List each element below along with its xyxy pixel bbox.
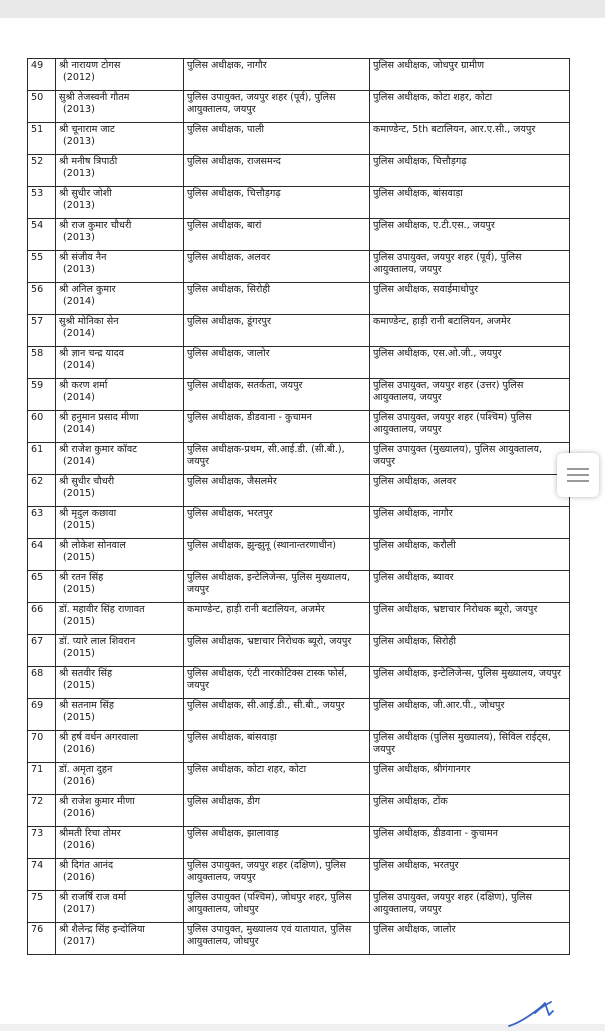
table-row <box>28 347 570 379</box>
officer-cell <box>56 891 184 923</box>
table-row <box>28 539 570 571</box>
batch-year: (2015) <box>63 551 95 563</box>
batch-year: (2013) <box>63 231 95 243</box>
new-posting-cell: पुलिस अधीक्षक, सवाईमाधोपुर <box>370 283 570 315</box>
officer-cell <box>56 827 184 859</box>
new-posting-cell: पुलिस अधीक्षक (पुलिस मुख्यालय), सिविल राईट्स, जयपुर <box>370 731 570 763</box>
table-row <box>28 411 570 443</box>
document-page <box>0 18 605 1024</box>
officer-cell <box>56 347 184 379</box>
current-posting-cell: पुलिस उपायुक्त, जयपुर शहर (पूर्व), पुलिस आयुक्तालय, जयपुर <box>184 91 370 123</box>
officer-name: श्री चूनाराम जाट <box>59 124 115 135</box>
new-posting-cell: पुलिस अधीक्षक, अलवर <box>370 475 570 507</box>
serial-number-cell: 73 <box>28 827 56 859</box>
officer-name: श्री शैलेन्द्र सिंह इन्दोलिया <box>59 924 145 935</box>
batch-year: (2015) <box>63 711 95 723</box>
batch-year: (2014) <box>63 391 95 403</box>
new-posting-cell: पुलिस अधीक्षक, भ्रष्टाचार निरोधक ब्यूरो, जयपुर <box>370 603 570 635</box>
batch-year: (2014) <box>63 295 95 307</box>
batch-year: (2015) <box>63 487 95 499</box>
batch-year: (2012) <box>63 71 95 83</box>
batch-year: (2017) <box>63 935 95 947</box>
serial-number-cell: 75 <box>28 891 56 923</box>
officer-cell <box>56 507 184 539</box>
new-posting-cell: पुलिस अधीक्षक, बांसवाड़ा <box>370 187 570 219</box>
serial-number-cell: 49 <box>28 59 56 91</box>
current-posting-cell: पुलिस अधीक्षक, कोटा शहर, कोटा <box>184 763 370 795</box>
new-posting-cell: पुलिस उपायुक्त, जयपुर शहर (पश्चिम) पुलिस आयुक्तालय, जयपुर <box>370 411 570 443</box>
current-posting-cell: पुलिस अधीक्षक, डीग <box>184 795 370 827</box>
batch-year: (2013) <box>63 167 95 179</box>
officer-name: श्री सुधीर चौधरी <box>59 476 115 487</box>
officer-name: श्री राजर्षि राज वर्मा <box>59 892 127 903</box>
batch-year: (2013) <box>63 199 95 211</box>
current-posting-cell: पुलिस अधीक्षक, बांसवाड़ा <box>184 731 370 763</box>
officer-name: श्री संजीव नैन <box>59 252 107 263</box>
table-row <box>28 571 570 603</box>
table-row <box>28 283 570 315</box>
officer-cell <box>56 923 184 955</box>
batch-year: (2014) <box>63 423 95 435</box>
table-row <box>28 667 570 699</box>
officer-name: श्री सतवीर सिंह <box>59 668 113 679</box>
batch-year: (2016) <box>63 775 95 787</box>
table-row <box>28 251 570 283</box>
new-posting-cell: पुलिस अधीक्षक, सिरोही <box>370 635 570 667</box>
serial-number-cell: 55 <box>28 251 56 283</box>
new-posting-cell: पुलिस उपायुक्त, जयपुर शहर (उत्तर) पुलिस आयुक्तालय, जयपुर <box>370 379 570 411</box>
serial-number-cell: 51 <box>28 123 56 155</box>
officer-cell <box>56 379 184 411</box>
new-posting-cell: पुलिस अधीक्षक, जोधपुर ग्रामीण <box>370 59 570 91</box>
new-posting-cell: पुलिस अधीक्षक, एस.ओ.जी., जयपुर <box>370 347 570 379</box>
table-row <box>28 123 570 155</box>
table-row <box>28 731 570 763</box>
batch-year: (2016) <box>63 871 95 883</box>
table-row <box>28 891 570 923</box>
current-posting-cell: पुलिस अधीक्षक, झुन्झुनू (स्थानान्तरणाधीन) <box>184 539 370 571</box>
officer-cell <box>56 91 184 123</box>
current-posting-cell: कमाण्डेन्ट, हाड़ी रानी बटालियन, अजमेर <box>184 603 370 635</box>
new-posting-cell: पुलिस अधीक्षक, नागौर <box>370 507 570 539</box>
serial-number-cell: 61 <box>28 443 56 475</box>
table-row <box>28 59 570 91</box>
batch-year: (2016) <box>63 743 95 755</box>
officer-cell <box>56 795 184 827</box>
table-row <box>28 475 570 507</box>
serial-number-cell: 57 <box>28 315 56 347</box>
officer-name: डॉ. महावीर सिंह राणावत <box>59 604 145 615</box>
current-posting-cell: पुलिस अधीक्षक, भ्रष्टाचार निरोधक ब्यूरो, जयपुर <box>184 635 370 667</box>
batch-year: (2013) <box>63 103 95 115</box>
table-row <box>28 187 570 219</box>
viewer-top-bar <box>0 0 605 18</box>
table-row <box>28 443 570 475</box>
serial-number-cell: 56 <box>28 283 56 315</box>
current-posting-cell: पुलिस उपायुक्त, जयपुर शहर (दक्षिण), पुलिस आयुक्तालय, जयपुर <box>184 859 370 891</box>
current-posting-cell: पुलिस अधीक्षक, डूंगरपुर <box>184 315 370 347</box>
serial-number-cell: 68 <box>28 667 56 699</box>
table-row <box>28 155 570 187</box>
batch-year: (2014) <box>63 327 95 339</box>
table-row <box>28 91 570 123</box>
batch-year: (2014) <box>63 455 95 467</box>
new-posting-cell: पुलिस उपायुक्त, जयपुर शहर (पूर्व), पुलिस आयुक्तालय, जयपुर <box>370 251 570 283</box>
officer-name: डॉ. प्यारे लाल शिवरान <box>59 636 136 647</box>
table-row <box>28 827 570 859</box>
officer-cell <box>56 859 184 891</box>
serial-number-cell: 54 <box>28 219 56 251</box>
signature <box>505 993 565 1031</box>
officer-cell <box>56 59 184 91</box>
current-posting-cell: पुलिस अधीक्षक, झालावाड़ <box>184 827 370 859</box>
table-row <box>28 923 570 955</box>
officer-name: श्री रतन सिंह <box>59 572 104 583</box>
serial-number-cell: 53 <box>28 187 56 219</box>
officer-name: श्री ज्ञान चन्द्र यादव <box>59 348 125 359</box>
officer-cell <box>56 635 184 667</box>
officer-name: श्री सुधीर जोशी <box>59 188 112 199</box>
new-posting-cell: पुलिस अधीक्षक, इन्टेलिजेन्स, पुलिस मुख्यालय, जयपुर <box>370 667 570 699</box>
serial-number-cell: 59 <box>28 379 56 411</box>
new-posting-cell: पुलिस अधीक्षक, ए.टी.एस., जयपुर <box>370 219 570 251</box>
officer-cell <box>56 219 184 251</box>
batch-year: (2015) <box>63 679 95 691</box>
current-posting-cell: पुलिस अधीक्षक, चित्तौड़गढ़ <box>184 187 370 219</box>
new-posting-cell: पुलिस अधीक्षक, टोंक <box>370 795 570 827</box>
table-row <box>28 315 570 347</box>
officer-cell <box>56 187 184 219</box>
officer-cell <box>56 411 184 443</box>
transfer-table <box>27 58 570 955</box>
batch-year: (2013) <box>63 263 95 275</box>
new-posting-cell: पुलिस अधीक्षक, भरतपुर <box>370 859 570 891</box>
officer-cell <box>56 475 184 507</box>
officer-name: श्री हर्ष वर्धन अगरवाला <box>59 732 139 743</box>
officer-name: सुश्री तेजस्वनी गौतम <box>59 92 130 103</box>
officer-cell <box>56 315 184 347</box>
current-posting-cell: पुलिस अधीक्षक, बारां <box>184 219 370 251</box>
scroll-handle[interactable] <box>557 453 599 497</box>
table-row <box>28 507 570 539</box>
table-row <box>28 603 570 635</box>
current-posting-cell: पुलिस अधीक्षक, सतर्कता, जयपुर <box>184 379 370 411</box>
batch-year: (2017) <box>63 903 95 915</box>
batch-year: (2016) <box>63 839 95 851</box>
current-posting-cell: पुलिस अधीक्षक, डीडवाना - कुचामन <box>184 411 370 443</box>
current-posting-cell: पुलिस अधीक्षक, सिरोही <box>184 283 370 315</box>
table-row <box>28 635 570 667</box>
officer-name: श्रीमती रिचा तोमर <box>59 828 121 839</box>
officer-cell <box>56 571 184 603</box>
batch-year: (2015) <box>63 647 95 659</box>
new-posting-cell: पुलिस अधीक्षक, श्रीगंगानगर <box>370 763 570 795</box>
new-posting-cell: पुलिस अधीक्षक, जी.आर.पी., जोधपुर <box>370 699 570 731</box>
new-posting-cell: पुलिस अधीक्षक, ब्यावर <box>370 571 570 603</box>
officer-name: श्री दिगंत आनंद <box>59 860 114 871</box>
serial-number-cell: 66 <box>28 603 56 635</box>
table-row <box>28 379 570 411</box>
current-posting-cell: पुलिस उपायुक्त, मुख्यालय एवं यातायात, पुलिस आयुक्तालय, जोधपुर <box>184 923 370 955</box>
new-posting-cell: पुलिस अधीक्षक, कोटा शहर, कोटा <box>370 91 570 123</box>
officer-name: श्री करण शर्मा <box>59 380 108 391</box>
new-posting-cell: कमाण्डेन्ट, हाड़ी रानी बटालियन, अजमेर <box>370 315 570 347</box>
current-posting-cell: पुलिस अधीक्षक, पाली <box>184 123 370 155</box>
table-row <box>28 699 570 731</box>
batch-year: (2015) <box>63 615 95 627</box>
officer-name: श्री सतनाम सिंह <box>59 700 114 711</box>
serial-number-cell: 65 <box>28 571 56 603</box>
officer-cell <box>56 763 184 795</box>
new-posting-cell: पुलिस उपायुक्त (मुख्यालय), पुलिस आयुक्तालय, जयपुर <box>370 443 570 475</box>
serial-number-cell: 69 <box>28 699 56 731</box>
officer-name: श्री राज कुमार चौधरी <box>59 220 132 231</box>
new-posting-cell: कमाण्डेन्ट, 5th बटालियन, आर.ए.सी., जयपुर <box>370 123 570 155</box>
new-posting-cell: पुलिस अधीक्षक, जालोर <box>370 923 570 955</box>
current-posting-cell: पुलिस अधीक्षक, भरतपुर <box>184 507 370 539</box>
batch-year: (2015) <box>63 583 95 595</box>
officer-name: सुश्री मोनिका सेन <box>59 316 119 327</box>
table-row <box>28 795 570 827</box>
current-posting-cell: पुलिस अधीक्षक, सी.आई.डी., सी.बी., जयपुर <box>184 699 370 731</box>
officer-name: श्री लोकेश सोनवाल <box>59 540 126 551</box>
officer-name: श्री मनीष त्रिपाठी <box>59 156 118 167</box>
officer-name: श्री राजेश कुमार कॉवट <box>59 444 138 455</box>
serial-number-cell: 74 <box>28 859 56 891</box>
new-posting-cell: पुलिस उपायुक्त, जयपुर शहर (दक्षिण), पुलिस आयुक्तालय, जयपुर <box>370 891 570 923</box>
batch-year: (2015) <box>63 519 95 531</box>
officer-cell <box>56 155 184 187</box>
batch-year: (2013) <box>63 135 95 147</box>
officer-name: श्री नारायण टोगस <box>59 60 121 71</box>
current-posting-cell: पुलिस अधीक्षक, अलवर <box>184 251 370 283</box>
serial-number-cell: 62 <box>28 475 56 507</box>
officer-cell <box>56 699 184 731</box>
officer-name: श्री हनुमान प्रसाद मीणा <box>59 412 139 423</box>
new-posting-cell: पुलिस अधीक्षक, डीडवाना - कुचामन <box>370 827 570 859</box>
serial-number-cell: 64 <box>28 539 56 571</box>
officer-name: श्री अनिल कुमार <box>59 284 116 295</box>
new-posting-cell: पुलिस अधीक्षक, करौली <box>370 539 570 571</box>
current-posting-cell: पुलिस अधीक्षक, जालोर <box>184 347 370 379</box>
transfer-table-body <box>28 59 570 955</box>
serial-number-cell: 67 <box>28 635 56 667</box>
current-posting-cell: पुलिस अधीक्षक, एंटी नारकोटिक्स टास्क फोर्स, जयपुर <box>184 667 370 699</box>
officer-name: श्री मृदुल कछावा <box>59 508 117 519</box>
current-posting-cell: पुलिस अधीक्षक, राजसमन्द <box>184 155 370 187</box>
current-posting-cell: पुलिस अधीक्षक-प्रथम, सी.आई.डी. (सी.बी.), जयपुर <box>184 443 370 475</box>
new-posting-cell: पुलिस अधीक्षक, चित्तौड़गढ़ <box>370 155 570 187</box>
officer-cell <box>56 283 184 315</box>
serial-number-cell: 58 <box>28 347 56 379</box>
serial-number-cell: 60 <box>28 411 56 443</box>
current-posting-cell: पुलिस अधीक्षक, जैसलमेर <box>184 475 370 507</box>
serial-number-cell: 70 <box>28 731 56 763</box>
serial-number-cell: 52 <box>28 155 56 187</box>
officer-name: श्री राजेश कुमार मीणा <box>59 796 135 807</box>
serial-number-cell: 50 <box>28 91 56 123</box>
officer-cell <box>56 123 184 155</box>
serial-number-cell: 72 <box>28 795 56 827</box>
officer-cell <box>56 667 184 699</box>
batch-year: (2014) <box>63 359 95 371</box>
serial-number-cell: 76 <box>28 923 56 955</box>
current-posting-cell: पुलिस अधीक्षक, नागौर <box>184 59 370 91</box>
current-posting-cell: पुलिस उपायुक्त (पश्चिम), जोधपुर शहर, पुलिस आयुक्तालय, जोधपुर <box>184 891 370 923</box>
table-row <box>28 763 570 795</box>
current-posting-cell: पुलिस अधीक्षक, इन्टेलिजेन्स, पुलिस मुख्यालय, जयपुर <box>184 571 370 603</box>
serial-number-cell: 71 <box>28 763 56 795</box>
table-row <box>28 859 570 891</box>
serial-number-cell: 63 <box>28 507 56 539</box>
table-row <box>28 219 570 251</box>
officer-cell <box>56 251 184 283</box>
officer-cell <box>56 443 184 475</box>
officer-cell <box>56 603 184 635</box>
officer-name: डॉ. अमृता दुहन <box>59 764 113 775</box>
officer-cell <box>56 539 184 571</box>
officer-cell <box>56 731 184 763</box>
batch-year: (2016) <box>63 807 95 819</box>
